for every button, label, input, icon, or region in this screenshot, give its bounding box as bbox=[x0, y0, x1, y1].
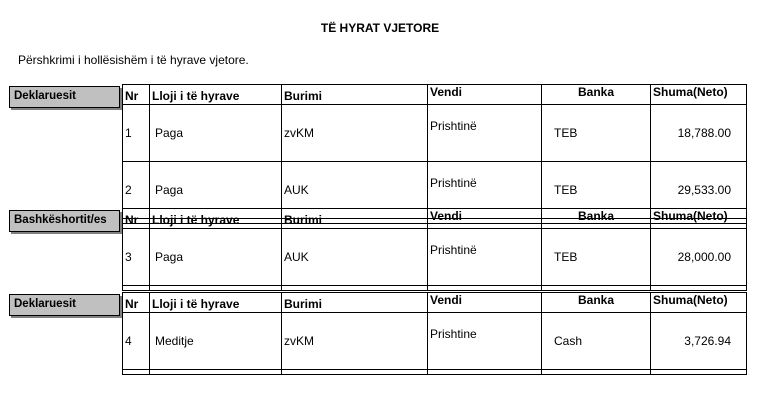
header-nr: Nr bbox=[123, 209, 150, 229]
cell-burimi: AUK bbox=[282, 162, 428, 219]
cell-banka: TEB bbox=[542, 162, 651, 219]
table-row bbox=[123, 105, 747, 162]
cell-nr: 2 bbox=[123, 162, 150, 219]
cell-shuma: 18,788.00 bbox=[651, 105, 747, 162]
header-nr: Nr bbox=[123, 293, 150, 313]
table-header-row bbox=[123, 209, 747, 229]
header-lloji: Lloji i të hyrave bbox=[150, 293, 282, 313]
table-row bbox=[123, 229, 747, 286]
header-vendi: Vendi bbox=[428, 209, 542, 229]
table-row bbox=[123, 313, 747, 370]
header-banka: Banka bbox=[542, 293, 651, 313]
table-spacer-row bbox=[123, 370, 747, 375]
header-vendi: Vendi bbox=[428, 85, 542, 105]
header-burimi: Burimi bbox=[282, 85, 428, 105]
income-table-declarant bbox=[122, 84, 747, 224]
header-lloji: Lloji i të hyrave bbox=[150, 85, 282, 105]
cell-nr: 4 bbox=[123, 313, 150, 370]
income-table-spouse bbox=[122, 208, 747, 291]
cell-nr: 1 bbox=[123, 105, 150, 162]
table-header-row bbox=[123, 85, 747, 105]
income-table-declarant-2 bbox=[122, 292, 747, 375]
section-label-declarant-2: Deklaruesit bbox=[9, 294, 120, 316]
table-spacer-row bbox=[123, 286, 747, 291]
cell-burimi: AUK bbox=[282, 229, 428, 286]
cell-shuma: 3,726.94 bbox=[651, 313, 747, 370]
cell-lloji: Paga bbox=[150, 229, 282, 286]
cell-lloji: Paga bbox=[150, 105, 282, 162]
cell-vendi: Prishtinë bbox=[428, 162, 542, 219]
cell-burimi: zvKM bbox=[282, 313, 428, 370]
cell-burimi: zvKM bbox=[282, 105, 428, 162]
header-banka: Banka bbox=[542, 209, 651, 229]
section-label-spouse: Bashkëshortit/es bbox=[9, 210, 120, 232]
header-vendi: Vendi bbox=[428, 293, 542, 313]
cell-banka: TEB bbox=[542, 105, 651, 162]
cell-shuma: 29,533.00 bbox=[651, 162, 747, 219]
cell-lloji: Paga bbox=[150, 162, 282, 219]
header-nr: Nr bbox=[123, 85, 150, 105]
cell-lloji: Meditje bbox=[150, 313, 282, 370]
header-burimi: Burimi bbox=[282, 293, 428, 313]
section-label-declarant: Deklaruesit bbox=[9, 86, 120, 108]
header-shuma: Shuma(Neto) bbox=[651, 85, 747, 105]
cell-banka: TEB bbox=[542, 229, 651, 286]
header-shuma: Shuma(Neto) bbox=[651, 209, 747, 229]
page-title: TË HYRAT VJETORE bbox=[320, 21, 440, 35]
cell-nr: 3 bbox=[123, 229, 150, 286]
header-burimi: Burimi bbox=[282, 209, 428, 229]
cell-vendi: Prishtinë bbox=[428, 229, 542, 286]
header-lloji: Lloji i të hyrave bbox=[150, 209, 282, 229]
cell-banka: Cash bbox=[542, 313, 651, 370]
cell-vendi: Prishtinë bbox=[428, 105, 542, 162]
page-description: Përshkrimi i hollësishëm i të hyrave vjetore. bbox=[18, 53, 249, 67]
cell-vendi: Prishtine bbox=[428, 313, 542, 370]
cell-shuma: 28,000.00 bbox=[651, 229, 747, 286]
header-shuma: Shuma(Neto) bbox=[651, 293, 747, 313]
header-banka: Banka bbox=[542, 85, 651, 105]
table-header-row bbox=[123, 293, 747, 313]
